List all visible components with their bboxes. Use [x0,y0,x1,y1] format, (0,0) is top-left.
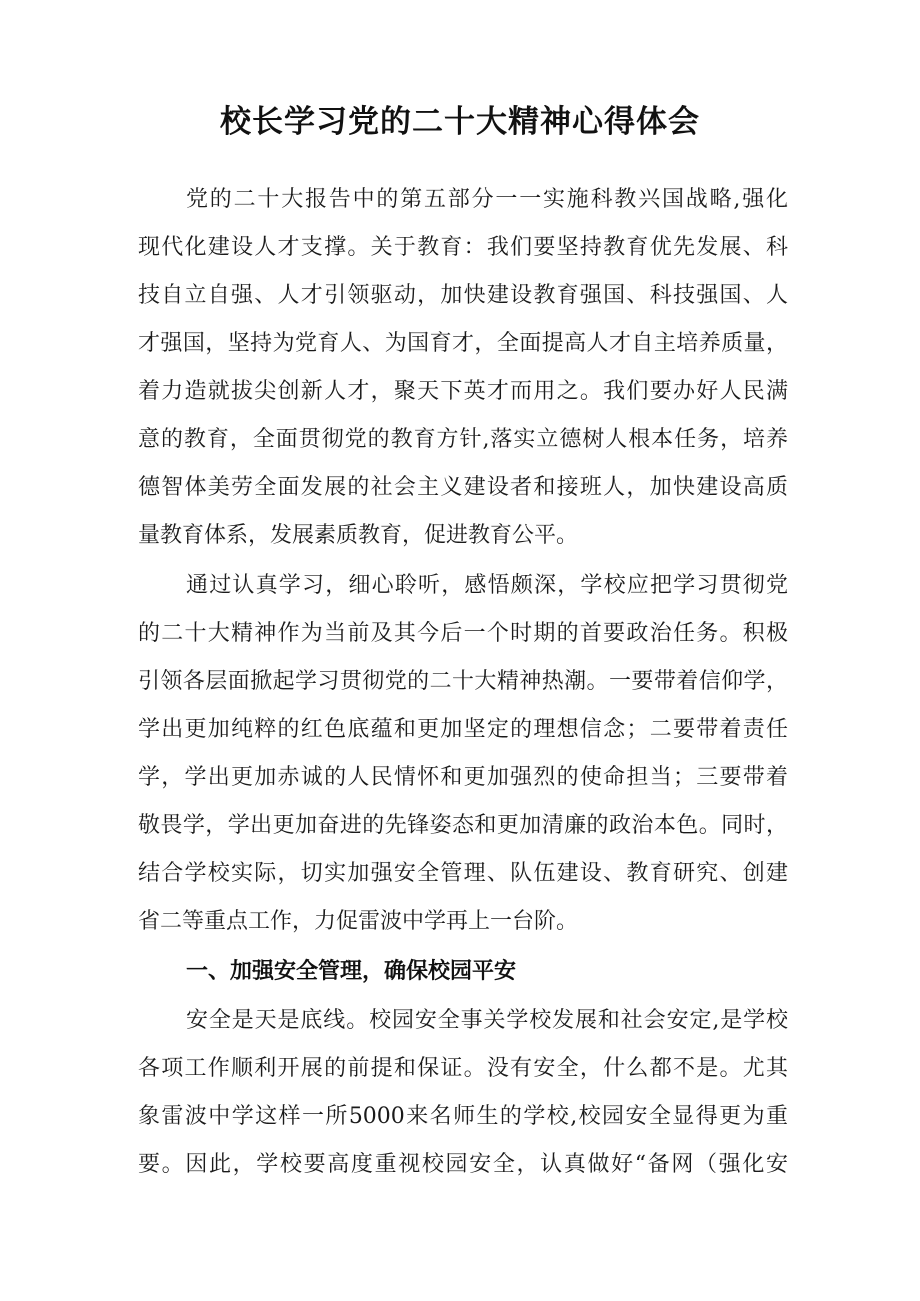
paragraph-line: 技自立自强、人才引领驱动，加快建设教育强国、科技强国、人 [138,283,788,308]
paragraph-line: 学出更加纯粹的红色底蕴和更加坚定的理想信念；二要带着责任 [138,717,788,742]
paragraph-line: 各项工作顺利开展的前提和保证。没有安全，什么都不是。尤其 [138,1056,788,1081]
paragraph-line: 引领各层面掀起学习贯彻党的二十大精神热潮。一要带着信仰学， [138,669,788,694]
paragraph-line: 象雷波中学这样一所5000来名师生的学校,校园安全显得更为重 [138,1104,788,1129]
paragraph-line: 现代化建设人才支撑。关于教育：我们要坚持教育优先发展、科 [138,235,788,260]
paragraph-line: 学，学出更加赤诚的人民情怀和更加强烈的使命担当；三要带着 [138,765,788,790]
paragraph-line: 要。因此，学校要高度重视校园安全，认真做好“备网（强化安 [138,1152,788,1177]
paragraph-line: 敬畏学，学出更加奋进的先锋姿态和更加清廉的政治本色。同时， [138,813,788,838]
section-heading: 一、加强安全管理，确保校园平安 [186,959,517,984]
paragraph-line: 党的二十大报告中的第五部分一一实施科教兴国战略,强化 [186,187,788,212]
paragraph-line: 安全是天是底线。校园安全事关学校发展和社会安定,是学校 [186,1008,788,1033]
paragraph-line: 意的教育，全面贯彻党的教育方针,落实立德树人根本任务，培养 [138,427,788,452]
paragraph-line: 省二等重点工作，力促雷波中学再上一台阶。 [138,909,579,934]
document-title: 校长学习党的二十大精神心得体会 [220,104,700,140]
paragraph-line: 德智体美劳全面发展的社会主义建设者和接班人，加快建设高质 [138,475,788,500]
paragraph-line: 量教育体系，发展素质教育，促进教育公平。 [138,523,579,548]
paragraph-line: 的二十大精神作为当前及其今后一个时期的首要政治任务。积极 [138,621,788,646]
paragraph-line: 才强国，坚持为党育人、为国育才，全面提高人才自主培养质量， [138,331,788,356]
paragraph-line: 通过认真学习，细心聆听，感悟颇深，学校应把学习贯彻党 [186,573,788,598]
paragraph-line: 结合学校实际，切实加强安全管理、队伍建设、教育研究、创建 [138,861,788,886]
paragraph-line: 着力造就拔尖创新人才，聚天下英才而用之。我们要办好人民满 [138,379,788,404]
